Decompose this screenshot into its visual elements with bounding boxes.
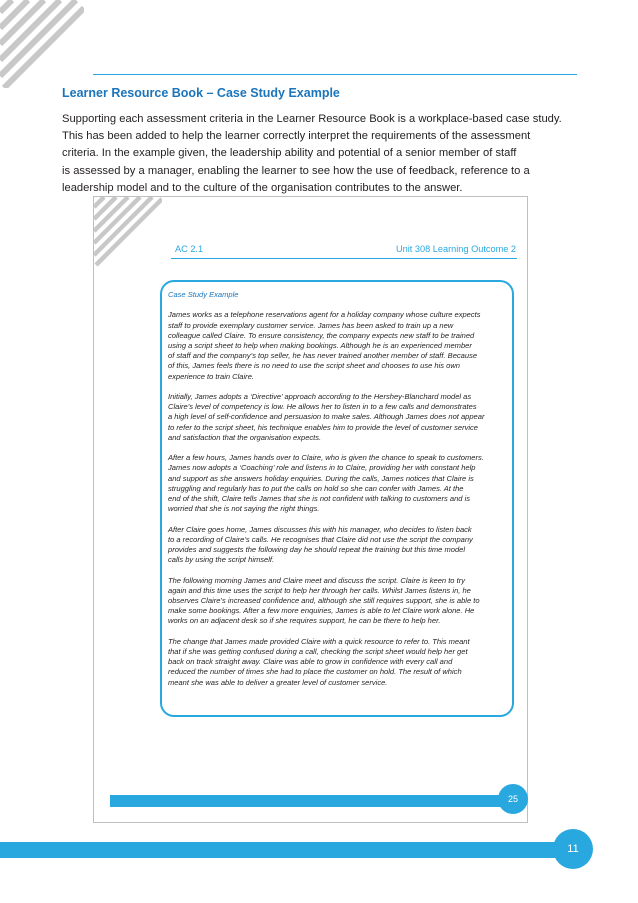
case-line: that if she was getting confused during a call, checking the script sheet would help her get [168, 647, 468, 657]
case-paragraph [168, 453, 510, 514]
case-line: a high level of self-confidence and persuasion to make sales. Although James does not appear [168, 412, 485, 422]
intro-line: leadership model and to the culture of the organisation contributes to the answer. [62, 181, 463, 194]
case-line: observes Claire’s increased confidence and, although she still requires support, she is able to [168, 596, 480, 606]
case-paragraph [168, 637, 510, 688]
intro-paragraph [62, 111, 590, 197]
case-line: James now adopts a ‘Coaching’ role and listens in to Claire, providing her with constant help [168, 463, 476, 473]
case-line: Claire’s level of competency is low. He allows her to listen in to a few calls and demonstrates [168, 402, 477, 412]
inner-footer-bar [110, 795, 502, 807]
case-paragraph [168, 525, 510, 566]
case-line: Initially, James adopts a ‘Directive’ approach according to the Hershey-Blanchard model as [168, 392, 472, 401]
case-line: After Claire goes home, James discusses this with his manager, who decides to listen back [168, 524, 472, 534]
case-line: make some bookings. After a few more enquiries, James is able to let Claire work alone. He [168, 606, 475, 616]
case-line: back on track straight away. Claire was able to grow in confidence with every call and [168, 657, 453, 667]
case-study-content [168, 290, 510, 698]
assessment-criteria-label: AC 2.1 [175, 244, 204, 254]
case-line: to a recording of Claire’s calls. He recognises that Claire did not use the script the company [168, 534, 473, 544]
page-number: 11 [553, 829, 593, 869]
case-line: After a few hours, James hands over to Claire, who is given the chance to speak to customers. [168, 453, 484, 463]
case-line: to refer to the script sheet, his technique enables him to provide the level of customer service [168, 422, 479, 432]
inner-header-rule [171, 258, 517, 259]
header-rule [93, 74, 577, 75]
case-line: James works as a telephone reservations agent for a holiday company whose culture expects [168, 310, 481, 320]
case-paragraph [168, 310, 510, 381]
case-line: colleague called Claire. To ensure consistency, the company expects new staff to be trained [168, 330, 475, 340]
case-line: meant she was able to deliver a greater level of customer service. [168, 677, 388, 687]
case-line: experience to train Claire. [168, 371, 254, 381]
case-line: calls by using the script himself. [168, 555, 275, 565]
case-line: and satisfaction that the organisation expects. [168, 432, 322, 442]
page-heading: Learner Resource Book – Case Study Example [62, 86, 340, 100]
case-paragraph [168, 576, 510, 627]
case-line: reduced the number of times she had to place the customer on hold. The result of which [168, 667, 462, 677]
case-line: provides and suggests the following day he should repeat the training but this time model [168, 545, 466, 555]
case-line: again and this time uses the script to help her through her calls. Whilst James listens in, he [168, 585, 471, 595]
footer-bar [0, 842, 560, 858]
inner-corner-hatch-decoration [94, 197, 162, 267]
case-paragraph [168, 392, 510, 443]
corner-hatch-decoration [0, 0, 84, 88]
intro-line: This has been added to help the learner correctly interpret the requirements of the assessment [62, 130, 531, 143]
case-line: using a script sheet to help when making bookings. Although he is an experienced member [168, 341, 472, 350]
case-line: of staff and the company’s top seller, he has never trained another member of staff. Because [168, 351, 478, 361]
intro-line: Supporting each assessment criteria in the Learner Resource Book is a workplace-based case study. [62, 113, 562, 125]
case-study-title: Case Study Example [168, 290, 239, 299]
case-line: of this, James feels there is no need to use the script sheet and chooses to use his own [168, 361, 460, 371]
case-line: end of the shift, Claire tells James that she is not confident with talking to customers and is [168, 494, 471, 504]
unit-outcome-label: Unit 308 Learning Outcome 2 [396, 244, 517, 254]
case-line: worried that she is not saying the right things. [168, 504, 320, 514]
case-line: staff to provide exemplary customer service. James has been asked to train up a new [168, 320, 454, 330]
case-line: The following morning James and Claire meet and discuss the script. Claire is keen to try [168, 575, 465, 585]
intro-line: criteria. In the example given, the leadership ability and potential of a senior member of staff [62, 147, 517, 160]
case-line: and support as she answers holiday enquiries. During the calls, James notices that Claire is [168, 473, 474, 483]
case-line: The change that James made provided Claire with a quick resource to refer to. This meant [168, 636, 470, 646]
inner-page-number: 25 [498, 784, 528, 814]
case-line: struggling and regularly has to put the calls on hold so she can confer with James. At the [168, 483, 464, 493]
intro-line: is assessed by a manager, enabling the learner to see how the use of feedback, reference to a [62, 164, 530, 177]
case-line: works on an adjacent desk so if she requires support, he can be there to help her. [168, 616, 441, 626]
